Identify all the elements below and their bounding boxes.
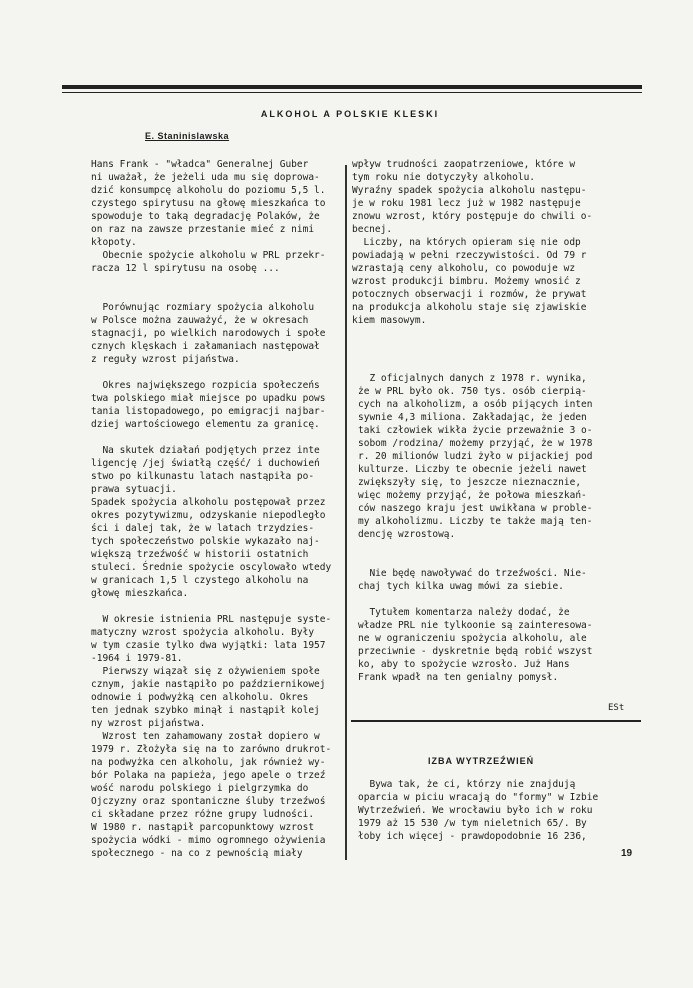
text-line: wzrastają ceny alkoholu, co powoduje wz (352, 263, 576, 274)
text-line: matyczny wzrost spożycia alkoholu. Były (91, 627, 315, 638)
text-line: odnowie i podwyżką cen alkoholu. Okres (91, 692, 309, 703)
right-column-bottom (358, 778, 638, 843)
text-line: głowę mieszkańca. (91, 588, 189, 599)
text-line: powiadają w pełni rzeczywistości. Od 79 r (352, 250, 587, 261)
text-line: władze PRL nie tylkoonie są zainteresowa- (358, 620, 593, 631)
text-line (358, 554, 638, 567)
text-line: więc możemy przyjąć, że połowa mieszkań- (358, 490, 587, 501)
text-line: Hans Frank - "władca" Generalnej Guber (91, 159, 309, 170)
text-line: ten jednak szybko minął i nastąpił kolej (91, 705, 320, 716)
text-line: prawa sytuacji. (91, 484, 177, 495)
header-rule-thin (62, 92, 642, 93)
text-line: Spadek spożycia alkoholu postępował przez (91, 497, 326, 508)
text-line: cych na alkoholizm, a osób pijących inten (358, 399, 593, 410)
text-line: stwo po kilkunastu latach nastąpiła po- (91, 471, 315, 482)
text-line: potocznych obserwacji i rozmów, że prywat (352, 289, 587, 300)
text-line: dencję wzrostową. (358, 529, 456, 540)
text-line: łoby ich więcej - prawdopodobnie 16 236, (358, 831, 587, 842)
text-line (91, 288, 343, 301)
text-line: oparcia w piciu wracają do "formy" w Izbie (358, 792, 599, 803)
text-line: bór Polaka na papieża, jego apele o trzeź (91, 770, 326, 781)
text-line: ny wzrost pijaństwa. (91, 718, 206, 729)
text-line: na podwyżka cen alkoholu, jak również wy- (91, 757, 326, 768)
text-line: zwiększyły się, to jeszcze nieznacznie, (358, 477, 582, 488)
text-line: społecznego - na co z pewnością miały (91, 848, 303, 859)
text-line: na produkcja alkoholu staje się zjawiskie (352, 302, 587, 313)
text-line: stagnacji, po wielkich narodowych i społe (91, 328, 326, 339)
text-line: ne w ograniczeniu spożycia alkoholu, ale (358, 633, 587, 644)
text-line: kiem masowym. (352, 315, 427, 326)
text-line: Okres największego rozpicia społeczeńs (91, 380, 320, 391)
text-line: Obecnie spożycie alkoholu w PRL przekr- (91, 250, 326, 261)
text-line: Wyraźny spadek spożycia alkoholu następu- (352, 185, 587, 196)
text-line: twa polskiego miał miejsce po upadku pows (91, 393, 326, 404)
text-line: Tytułem komentarza należy dodać, że (358, 607, 570, 618)
text-line: Wytrzeźwień. We wrocławiu było ich w roku (358, 805, 593, 816)
left-column (91, 158, 343, 860)
text-line: W okresie istnienia PRL następuje syste- (91, 614, 332, 625)
text-line: Bywa tak, że ci, którzy nie znajdują (358, 779, 576, 790)
text-line: sobom /rodzina/ możemy przyjąć, że w 1978 (358, 438, 593, 449)
text-line: w granicach 1,5 l czystego alkoholu na (91, 575, 309, 586)
right-column-top (352, 158, 632, 327)
text-line: Nie będę nawoływać do trzeźwości. Nie- (358, 568, 587, 579)
text-line: 1979 aż 15 530 /w tym nieletnich 65/. By (358, 818, 587, 829)
text-line: stuleci. Średnie spożycie oscylowało wtedy (91, 562, 332, 573)
text-line: spowoduje to taką degradację Polaków, że (91, 211, 320, 222)
text-line: Pierwszy wiązał się z ożywieniem społe (91, 666, 320, 677)
text-line: Z oficjalnych danych z 1978 r. wynika, (358, 373, 587, 384)
text-line: tym roku nie dotyczyły alkoholu. (352, 172, 536, 183)
text-line: czystego spirytusu na głowę mieszkańca to (91, 198, 326, 209)
text-line: my alkoholizmu. Liczby te także mają ten- (358, 516, 593, 527)
author-signature: ESt (608, 703, 625, 713)
text-line: Ojczyzny oraz spontaniczne śluby trzeźwoś (91, 796, 326, 807)
page-number: 19 (621, 848, 633, 859)
text-line: ści i dalej tak, że w latach trzydzies- (91, 523, 315, 534)
text-line: 1979 r. Złożyła się na to zarówno drukrot- (91, 744, 332, 755)
text-line: r. 20 milionów ludzi żyło w pijackiej pod (358, 451, 593, 462)
text-line (91, 600, 343, 613)
text-line: że w PRL było ok. 750 tys. osób cierpią- (358, 386, 587, 397)
text-line: Liczby, na których opieram się nie odp (352, 237, 581, 248)
text-line: Porównując rozmiary spożycia alkoholu (91, 302, 315, 313)
text-line: okres pozytywizmu, odzyskanie niepodległo (91, 510, 326, 521)
text-line: przeciwnie - dyskretnie będą robić wszyst (358, 646, 593, 657)
text-line (358, 541, 638, 554)
text-line: wpływ trudności zaopatrzeniowe, które w (352, 159, 576, 170)
text-line (91, 431, 343, 444)
text-line: Na skutek działań podjętych przez inte (91, 445, 320, 456)
text-line: kulturze. Liczby te obecnie jeżeli nawet (358, 464, 587, 475)
text-line: znowu wzrost, który postępuje do chwili o- (352, 211, 593, 222)
author-byline: E. Staninislawska (145, 131, 230, 141)
header-rule-thick (62, 85, 642, 89)
text-line: ligencję /jej światłą część/ i duchowień (91, 458, 320, 469)
text-line: w tym czasie tylko dwa wyjątki: lata 1957 (91, 640, 326, 651)
text-line: dzić konsumpcę alkoholu do poziomu 5,5 l. (91, 185, 326, 196)
text-line: ko, aby to spożycie wzrosło. Już Hans (358, 659, 570, 670)
text-line: cznym, jakie nastąpiło po październikowej (91, 679, 326, 690)
text-line (91, 275, 343, 288)
column-divider (345, 165, 347, 860)
text-line: w Polsce można zauważyć, że w okresach (91, 315, 309, 326)
text-line: wzrost produkcji bimbru. Możemy wnosić z (352, 276, 581, 287)
text-line: W 1980 r. nastąpił parcopunktowy wzrost (91, 822, 315, 833)
text-line: spożycia wódki - mimo ogromnego ożywienia (91, 835, 326, 846)
text-line: becnej. (352, 224, 393, 235)
text-line (91, 366, 343, 379)
text-line: sywnie 4,3 miliona. Zakładając, że jeden (358, 412, 587, 423)
section-title: IZBA WYTRZEŹWIEŃ (428, 756, 535, 766)
text-line: tych społeczeństwo polskie wykazało naj- (91, 536, 320, 547)
text-line: racza 12 l spirytusu na osobę ... (91, 263, 280, 274)
section-rule (351, 720, 641, 722)
text-line: ni uważał, że jeżeli uda mu się doprowa- (91, 172, 320, 183)
text-line: wość narodu polskiego i pielgrzymka do (91, 783, 309, 794)
article-title: ALKOHOL A POLSKIE KLESKI (260, 109, 440, 119)
right-column-middle (358, 372, 638, 684)
text-line: tania listopadowego, po emigracji najbar- (91, 406, 326, 417)
text-line: dziej wartościowego elementu za granicę. (91, 419, 320, 430)
text-line: on raz na zawsze przestanie mieć z nimi (91, 224, 315, 235)
text-line: kłopoty. (91, 237, 137, 248)
text-line: ców naszego kraju jest uwikłana w proble- (358, 503, 593, 514)
text-line: Frank wpadł na ten genialny pomysł. (358, 672, 559, 683)
text-line: -1964 i 1979-81. (91, 653, 183, 664)
text-line: ci składane przez różne grupy ludności. (91, 809, 315, 820)
text-line: taki człowiek wikła życie przeważnie 3 o- (358, 425, 593, 436)
text-line: z reguły wzrost pijaństwa. (91, 354, 240, 365)
text-line: większą trzeźwość w historii ostatnich (91, 549, 309, 560)
text-line (358, 593, 638, 606)
text-line: Wzrost ten zahamowany został dopiero w (91, 731, 320, 742)
text-line: cznych klęskach i załamaniach następował (91, 341, 320, 352)
text-line: je w roku 1981 lecz już w 1982 następuje (352, 198, 581, 209)
text-line: chaj tych kilka uwag mówi za siebie. (358, 581, 564, 592)
